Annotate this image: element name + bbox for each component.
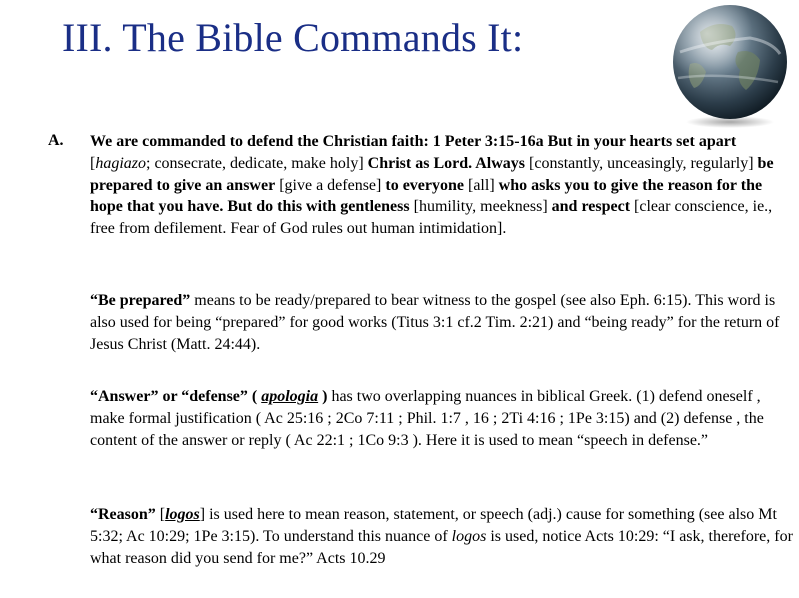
earth-globe-icon — [660, 2, 794, 130]
slide-title: III. The Bible Commands It: — [62, 15, 524, 60]
paragraph-2: “Be prepared” means to be ready/prepared to bear witness to the gospel (see also Eph. 6:15). This word is also used for being “prepared” for good works (Titus 3:1 cf.2 Tim. 2:21) and “being ready” for the return of Jesus Christ (Matt. 24:44). — [90, 292, 780, 353]
paragraph-4: “Reason” [logos] is used here to mean reason, statement, or speech (adj.) cause for something (see also Mt 5:32; Ac 10:29; 1Pe 3:15). To understand this nuance of logos is used, notice Acts 10:29: “I ask, therefore, for what reason did you send for me?” Acts 10.29 — [90, 506, 793, 567]
paragraph-3: “Answer” or “defense” ( apologia ) has two overlapping nuances in biblical Greek. (1) defend oneself , make formal justification ( Ac 25:16 ; 2Co 7:11 ; Phil. 1:7 , 16 ; 2Ti 4:16 ; 1Pe 3:15) and (2) defense , the content of the answer or reply ( Ac 22:1 ; 1Co 9:3 ). Here it is used to mean “speech in defense.” — [90, 388, 764, 449]
bullet-marker: A. — [48, 132, 64, 149]
paragraph-1: We are commanded to defend the Christian faith: 1 Peter 3:15-16a But in your hearts set apart [hagiazo; consecrate, dedicate, make holy] Christ as Lord. Always [constantly, unceasingly, regularly] be prepared to give an answer [give a defense] to everyone [all] who asks you to give the reason for the hope that you have. But do this with gentleness [humility, meekness] and respect [clear conscience, ie., free from defilement. Fear of God rules out human intimidation]. — [90, 133, 774, 238]
